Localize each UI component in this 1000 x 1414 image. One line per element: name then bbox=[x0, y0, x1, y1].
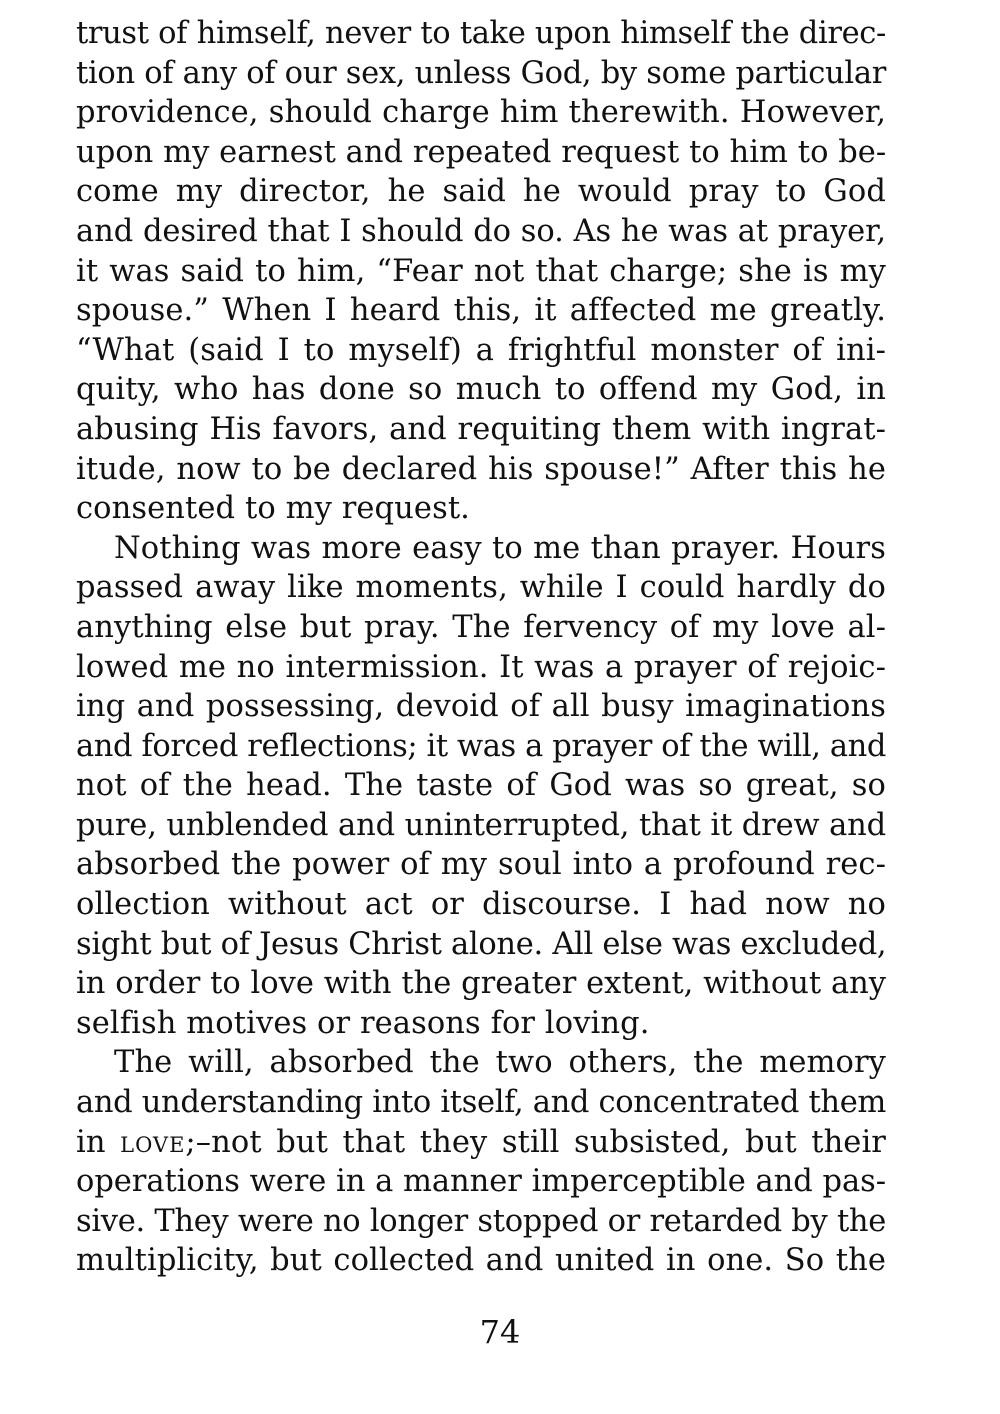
text-line: pure, unblended and uninterrupted, that it drew and bbox=[76, 807, 886, 843]
text-line: absorbed the power of my soul into a profound rec- bbox=[76, 847, 886, 883]
text-line: ollection without act or discourse. I had now no bbox=[76, 887, 886, 923]
text-line: providence, should charge him therewith. However, bbox=[76, 95, 886, 131]
text-line: abusing His favors, and requiting them with ingrat- bbox=[76, 411, 886, 447]
text-line: sight but of Jesus Christ alone. All else was excluded, bbox=[76, 926, 887, 962]
paragraph-2 bbox=[76, 529, 886, 1044]
text-line: come my director, he said he would pray to God bbox=[76, 174, 886, 210]
text-line: quity, who has done so much to offend my God, in bbox=[76, 372, 886, 408]
text-line: itude, now to be declared his spouse!” After this he bbox=[76, 451, 886, 487]
text-line: Nothing was more easy to me than prayer. Hours bbox=[114, 530, 886, 566]
line-end: ;–not but that they still subsisted, but their bbox=[185, 1124, 886, 1160]
text-line: operations were in a manner imperceptible and pas- bbox=[76, 1164, 886, 1200]
text-line: “What (said I to myself) a frightful monster of ini- bbox=[76, 332, 886, 368]
text-line: sive. They were no longer stopped or retarded by the bbox=[76, 1203, 886, 1239]
text-line: and forced reflections; it was a prayer of the will, and bbox=[76, 728, 886, 764]
body-text bbox=[76, 14, 886, 1281]
paragraph-1 bbox=[76, 14, 886, 529]
text-line bbox=[76, 1123, 886, 1163]
text-line: passed away like moments, while I could hardly do bbox=[76, 570, 886, 606]
text-line: and understanding into itself, and concentrated them bbox=[76, 1085, 886, 1121]
text-line: trust of himself, never to take upon himself the direc- bbox=[76, 16, 886, 51]
text-line: and desired that I should do so. As he was at prayer, bbox=[76, 213, 886, 249]
text-line: upon my earnest and repeated request to him to be- bbox=[76, 134, 887, 170]
text-line: spouse.” When I heard this, it affected me greatly. bbox=[76, 293, 886, 329]
text-line: tion of any of our sex, unless God, by some particular bbox=[76, 55, 886, 91]
text-line: multiplicity, but collected and united in one. So the bbox=[76, 1243, 886, 1279]
text-line: anything else but pray. The fervency of my love al- bbox=[76, 609, 886, 645]
text-line: consented to my request. bbox=[76, 491, 470, 527]
page-number: 74 bbox=[479, 1313, 521, 1351]
paragraph-3 bbox=[76, 1043, 886, 1281]
text-line: The will, absorbed the two others, the memory bbox=[114, 1045, 886, 1081]
text-line: ing and possessing, devoid of all busy imaginations bbox=[76, 689, 886, 725]
text-line: not of the head. The taste of God was so great, so bbox=[76, 768, 886, 804]
text-line: lowed me no intermission. It was a prayer of rejoic- bbox=[76, 649, 886, 685]
love-small-caps: love bbox=[120, 1124, 186, 1160]
text-line: in order to love with the greater extent, without any bbox=[76, 966, 886, 1002]
text-line: it was said to him, “Fear not that charge; she is my bbox=[76, 253, 886, 289]
line-start: in bbox=[76, 1124, 121, 1160]
text-line: selfish motives or reasons for loving. bbox=[76, 1005, 650, 1041]
